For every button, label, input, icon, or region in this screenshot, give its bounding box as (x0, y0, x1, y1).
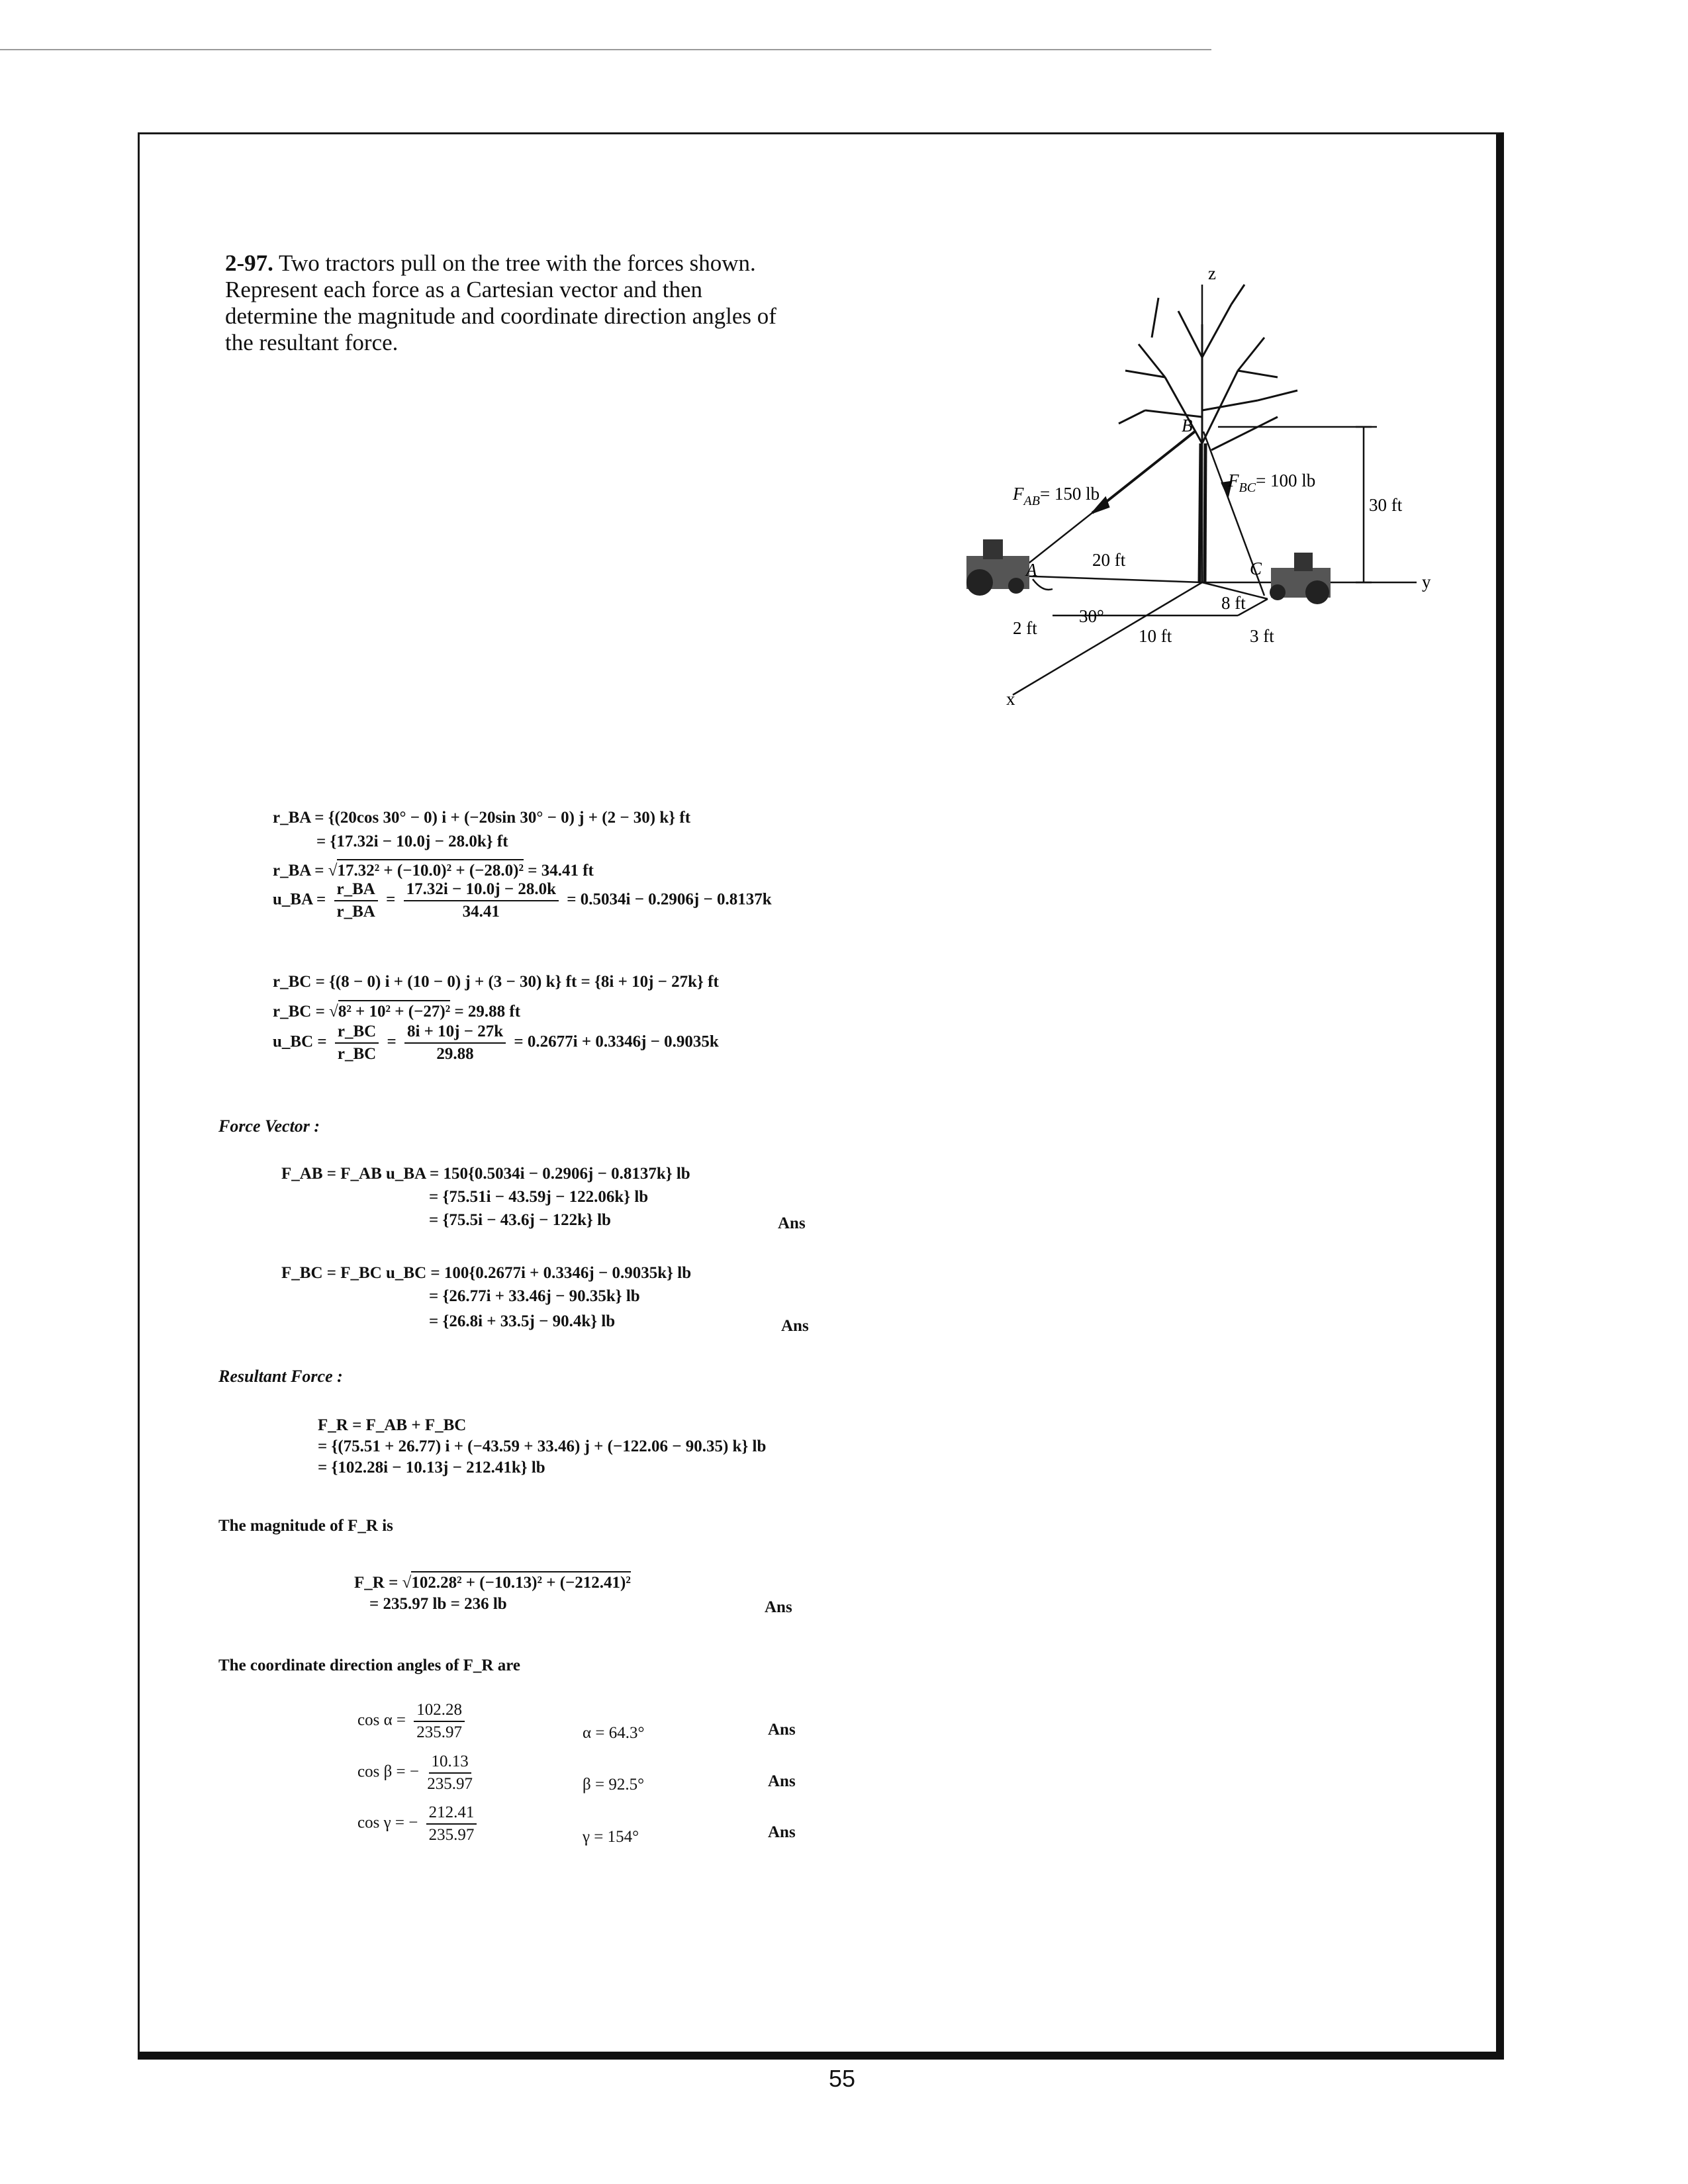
problem-statement (225, 250, 781, 356)
rBA-magnitude: r_BA = √17.32² + (−10.0)² + (−28.0)² = 34.41 ft (273, 862, 594, 880)
dist-8ft-label: 8 ft (1221, 593, 1246, 613)
gamma-ans: Ans (768, 1823, 796, 1841)
force-vector-heading: Force Vector : (218, 1116, 320, 1136)
FBC-label: $F_{BC}= 100$ lb (1228, 471, 1316, 495)
x-axis (1013, 582, 1202, 695)
uBC-equation: u_BC = $\frac{r\_BC}{r\_BC}$ = $\frac{8i + 10j - 27k}{29.88}$ = 0.2677i + 0.3346j − 0.9035k (273, 1023, 719, 1063)
dist-2ft-label: 2 ft (1013, 618, 1037, 638)
tree-trunk (1199, 443, 1201, 582)
uBA-equation: u_BA = $\frac{r\_BA}{r\_BA}$ = $\frac{17.32i - 10.0j - 28.0k}{34.41}$ = 0.5034i − 0.2906j − 0.8137k (273, 880, 772, 921)
FBC-line2: = {26.77i + 33.46j − 90.35k} lb (429, 1287, 640, 1305)
FAB-ans: Ans (778, 1214, 806, 1232)
FBC-line1: F_BC = F_BC u_BC = 100{0.2677i + 0.3346j − 0.9035k} lb (281, 1264, 692, 1282)
tractor-a (966, 539, 1029, 596)
angle-30-label: 30° (1079, 606, 1104, 626)
cos-gamma: cos γ = − $\frac{212.41}{235.97}$ (357, 1803, 481, 1844)
magnitude-text: The magnitude of F_R is (218, 1517, 393, 1535)
beta-value: β = 92.5° (583, 1776, 645, 1794)
FR-line1: F_R = F_AB + F_BC (318, 1416, 467, 1434)
angles-text: The coordinate direction angles of F_R are (218, 1657, 520, 1674)
FAB-line1: F_AB = F_AB u_BA = 150{0.5034i − 0.2906j − 0.8137k} lb (281, 1165, 690, 1183)
height-30ft-label: 30 ft (1369, 495, 1403, 515)
FAB-line3: = {75.5i − 43.6j − 122k} lb (429, 1211, 611, 1229)
tree-tractors-figure (927, 258, 1456, 708)
point-A-label: A (1026, 560, 1037, 580)
FR-magnitude-ans: Ans (765, 1598, 792, 1616)
rBA-line1: r_BA = {(20cos 30° − 0) i + (−20sin 30° − 0) j + (2 − 30) k} ft (273, 809, 691, 827)
problem-number: 2-97. (225, 250, 273, 276)
beta-ans: Ans (768, 1772, 796, 1790)
FR-magnitude-line2: = 235.97 lb = 236 lb (369, 1595, 507, 1613)
gamma-value: γ = 154° (583, 1828, 639, 1846)
FAB-line2: = {75.51i − 43.59j − 122.06k} lb (429, 1188, 649, 1206)
rBC-line1: r_BC = {(8 − 0) i + (10 − 0) j + (3 − 30) k} ft = {8i + 10j − 27k} ft (273, 973, 719, 991)
FBC-line3: = {26.8i + 33.5j − 90.4k} lb (429, 1312, 616, 1330)
FAB-label: $F_{AB}= 150$ lb (1013, 484, 1100, 508)
FAB-arrow (1092, 432, 1195, 513)
FBC-ans: Ans (781, 1317, 809, 1335)
rBC-magnitude: r_BC = √8² + 10² + (−27)² = 29.88 ft (273, 1003, 520, 1021)
cos-alpha: cos α = $\frac{102.28}{235.97}$ (357, 1701, 469, 1742)
FR-magnitude-line1: F_R = √102.28² + (−10.13)² + (−212.41)² (354, 1574, 631, 1592)
cos-beta: cos β = − $\frac{10.13}{235.97}$ (357, 1752, 473, 1793)
problem-text: Two tractors pull on the tree with the forces shown. Represent each force as a Cartesian vector and then determine the magnitude and coordinate direction angles of the resultant force. (225, 250, 776, 355)
dist-20ft-label: 20 ft (1092, 550, 1126, 570)
alpha-value: α = 64.3° (583, 1724, 645, 1742)
page-number: 55 (829, 2065, 856, 2092)
dist-3ft-label: 3 ft (1250, 626, 1274, 646)
resultant-heading: Resultant Force : (218, 1367, 343, 1386)
dist-10ft-label: 10 ft (1139, 626, 1172, 646)
x-label: x (1006, 689, 1015, 708)
y-label: y (1422, 572, 1431, 592)
tractor-c (1270, 553, 1331, 604)
point-C-label: C (1250, 559, 1262, 578)
FR-line2: = {(75.51 + 26.77) i + (−43.59 + 33.46) j + (−122.06 − 90.35) k} lb (318, 1437, 767, 1455)
point-B-label: B (1182, 416, 1193, 435)
alpha-ans: Ans (768, 1721, 796, 1739)
z-label: z (1208, 263, 1216, 283)
rBA-line2: = {17.32i − 10.0j − 28.0k} ft (316, 833, 508, 850)
FR-line3: = {102.28i − 10.13j − 212.41k} lb (318, 1459, 545, 1477)
tree-branches (1119, 285, 1297, 450)
top-scan-rule (0, 49, 1211, 50)
